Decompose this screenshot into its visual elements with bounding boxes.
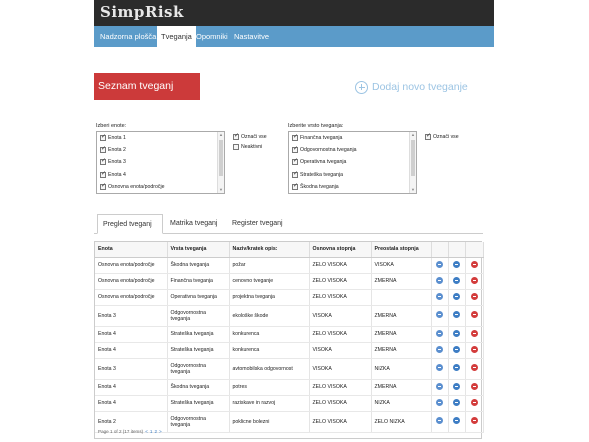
cell-base-level: VISOKA <box>309 358 371 379</box>
edit-cell <box>448 257 465 273</box>
table-row[interactable] <box>95 395 483 411</box>
cell-type: Odgovornostna tveganja <box>167 358 229 379</box>
table-row[interactable] <box>95 305 483 326</box>
unit-option[interactable]: ✓ Osnovna enota/področje <box>100 184 165 190</box>
cell-name: raziskave in razvoj <box>229 395 309 411</box>
cell-name: projektna tveganja <box>229 289 309 305</box>
cell-unit: Enota 2 <box>95 411 167 432</box>
delete-cell <box>465 305 483 326</box>
checkbox-checked[interactable] <box>425 134 431 140</box>
delete-cell <box>465 411 483 432</box>
types-filter-label: Izberite vrsto tveganja: <box>288 123 344 129</box>
checkbox-checked[interactable] <box>100 184 106 190</box>
main-nav <box>94 26 494 47</box>
delete-icon[interactable] <box>471 383 478 390</box>
table-row[interactable] <box>95 257 483 273</box>
units-select-all[interactable]: ✓ Označi vse <box>233 134 267 140</box>
types-select-all[interactable]: ✓ Označi vse <box>425 134 459 140</box>
view-icon[interactable] <box>436 330 443 337</box>
type-option[interactable]: ✓ Finančna tveganja <box>292 135 342 141</box>
edit-icon[interactable] <box>453 277 460 284</box>
table-row[interactable] <box>95 289 483 305</box>
scroll-down-icon[interactable]: ▼ <box>411 187 415 192</box>
cell-name: avtomobilska odgovornost <box>229 358 309 379</box>
cell-base-level: ZELO VISOKA <box>309 289 371 305</box>
cell-type: Strateška tveganja <box>167 342 229 358</box>
delete-icon[interactable] <box>471 293 478 300</box>
units-scrollbar[interactable] <box>217 132 224 193</box>
edit-icon[interactable] <box>453 417 460 424</box>
edit-cell <box>448 305 465 326</box>
pager-page-2[interactable]: 2 <box>154 429 158 434</box>
cell-unit: Enota 4 <box>95 342 167 358</box>
cell-residual-level: ZMERNA <box>371 305 431 326</box>
edit-cell <box>448 326 465 342</box>
scroll-thumb[interactable] <box>411 140 415 176</box>
checkbox-checked[interactable] <box>292 135 298 141</box>
col-header-name[interactable]: Naziv/kratek opis: <box>229 242 309 257</box>
nav-item-dashboard[interactable]: Nadzorna plošča <box>100 32 157 41</box>
table-row[interactable] <box>95 358 483 379</box>
edit-cell <box>448 273 465 289</box>
nav-item-risks[interactable]: Tveganja <box>157 26 196 47</box>
nav-item-settings[interactable]: Nastavitve <box>234 32 270 41</box>
cell-unit: Enota 3 <box>95 358 167 379</box>
cell-base-level: ZELO VISOKA <box>309 395 371 411</box>
delete-cell <box>465 358 483 379</box>
edit-cell <box>448 379 465 395</box>
scroll-thumb[interactable] <box>219 140 223 176</box>
checkbox-checked[interactable] <box>292 172 298 178</box>
unit-option[interactable]: ✓ Enota 2 <box>100 147 126 153</box>
type-option[interactable]: ✓ Operativna tveganja <box>292 159 346 165</box>
delete-icon[interactable] <box>471 311 478 318</box>
view-cell <box>431 342 448 358</box>
view-icon[interactable] <box>436 261 443 268</box>
table-row[interactable] <box>95 379 483 395</box>
plus-circle-icon <box>355 81 368 94</box>
view-icon[interactable] <box>436 346 443 353</box>
checkbox-checked[interactable] <box>233 134 239 140</box>
scroll-up-icon[interactable]: ▲ <box>219 132 223 137</box>
edit-icon[interactable] <box>453 311 460 318</box>
unit-option[interactable]: ✓ Enota 1 <box>100 135 126 141</box>
view-cell <box>431 395 448 411</box>
pager <box>98 429 162 434</box>
cell-unit: Osnovna enota/področje <box>95 273 167 289</box>
delete-icon[interactable] <box>471 417 478 424</box>
page-title: Seznam tveganj <box>94 73 200 100</box>
cell-type: Škodna tveganja <box>167 257 229 273</box>
checkbox-checked[interactable] <box>100 147 106 153</box>
units-filter-label: Izberi enote: <box>96 123 127 129</box>
type-option[interactable]: ✓ Odgovornostna tveganja <box>292 147 357 153</box>
cell-unit: Osnovna enota/področje <box>95 257 167 273</box>
edit-cell <box>448 395 465 411</box>
view-icon[interactable] <box>436 311 443 318</box>
scroll-down-icon[interactable]: ▼ <box>219 187 223 192</box>
delete-cell <box>465 289 483 305</box>
cell-residual-level: VISOKA <box>371 257 431 273</box>
cell-name: potres <box>229 379 309 395</box>
view-icon[interactable] <box>436 364 443 371</box>
tab-risk-matrix[interactable]: Matrika tveganj <box>170 220 218 227</box>
view-icon[interactable] <box>436 383 443 390</box>
cell-residual-level <box>371 289 431 305</box>
pager-info: Page 1 of 2 (17 items) <box>98 429 144 434</box>
cell-type: Škodna tveganja <box>167 379 229 395</box>
cell-unit: Enota 3 <box>95 305 167 326</box>
edit-icon[interactable] <box>453 261 460 268</box>
col-header-view <box>431 242 448 257</box>
delete-icon[interactable] <box>471 277 478 284</box>
col-header-residual-level[interactable]: Preostala stopnja <box>371 242 431 257</box>
delete-cell <box>465 395 483 411</box>
delete-icon[interactable] <box>471 330 478 337</box>
cell-base-level: VISOKA <box>309 342 371 358</box>
view-icon[interactable] <box>436 277 443 284</box>
table-header-row <box>95 242 483 257</box>
edit-icon[interactable] <box>453 364 460 371</box>
units-inactive[interactable]: Neaktivni <box>233 144 262 150</box>
delete-icon[interactable] <box>471 399 478 406</box>
cell-unit: Enota 4 <box>95 395 167 411</box>
cell-type: Odgovornostna tveganja <box>167 305 229 326</box>
checkbox-checked[interactable] <box>100 159 106 165</box>
app-logo[interactable]: SimpRisk <box>100 3 184 21</box>
cell-residual-level: ZELO NIZKA <box>371 411 431 432</box>
cell-type: Finančna tveganja <box>167 273 229 289</box>
view-icon[interactable] <box>436 417 443 424</box>
cell-name: požar <box>229 257 309 273</box>
cell-name: poklicne bolezni <box>229 411 309 432</box>
cell-name: cenovno tveganje <box>229 273 309 289</box>
delete-cell <box>465 257 483 273</box>
cell-unit: Enota 4 <box>95 379 167 395</box>
pager-page-1[interactable]: 1 <box>149 429 153 434</box>
view-cell <box>431 411 448 432</box>
col-header-type[interactable]: Vrsta tveganja <box>167 242 229 257</box>
view-cell <box>431 305 448 326</box>
col-header-delete <box>465 242 483 257</box>
checkbox-checked[interactable] <box>292 184 298 190</box>
types-scrollbar[interactable] <box>409 132 416 193</box>
cell-residual-level: NIZKA <box>371 358 431 379</box>
delete-icon[interactable] <box>471 261 478 268</box>
cell-type: Strateška tveganja <box>167 326 229 342</box>
view-cell <box>431 257 448 273</box>
edit-cell <box>448 289 465 305</box>
cell-type: Operativna tveganja <box>167 289 229 305</box>
view-cell <box>431 273 448 289</box>
type-option[interactable]: ✓ Strateška tveganja <box>292 172 343 178</box>
add-risk-label: Dodaj novo tveganje <box>372 81 468 93</box>
col-header-unit[interactable]: Enota <box>95 242 167 257</box>
view-cell <box>431 358 448 379</box>
cell-residual-level: ZMERNA <box>371 326 431 342</box>
edit-icon[interactable] <box>453 293 460 300</box>
scroll-up-icon[interactable]: ▲ <box>411 132 415 137</box>
cell-name: konkurenca <box>229 342 309 358</box>
checkbox-unchecked[interactable] <box>233 144 239 150</box>
cell-type: Strateška tveganja <box>167 395 229 411</box>
pager-prev[interactable]: < <box>145 429 148 434</box>
delete-cell <box>465 326 483 342</box>
delete-icon[interactable] <box>471 364 478 371</box>
edit-icon[interactable] <box>453 399 460 406</box>
cell-unit: Enota 4 <box>95 326 167 342</box>
edit-icon[interactable] <box>453 346 460 353</box>
view-icon[interactable] <box>436 293 443 300</box>
table-row[interactable] <box>95 342 483 358</box>
view-cell <box>431 379 448 395</box>
edit-cell <box>448 358 465 379</box>
add-risk-button[interactable] <box>355 79 468 95</box>
unit-option[interactable]: ✓ Enota 3 <box>100 159 126 165</box>
cell-base-level: VISOKA <box>309 305 371 326</box>
edit-icon[interactable] <box>453 330 460 337</box>
tab-risk-register[interactable]: Register tveganj <box>232 220 283 227</box>
checkbox-checked[interactable] <box>100 172 106 178</box>
view-cell <box>431 289 448 305</box>
edit-cell <box>448 411 465 432</box>
cell-base-level: ZELO VISOKA <box>309 326 371 342</box>
cell-base-level: ZELO VISOKA <box>309 257 371 273</box>
table-row[interactable] <box>95 273 483 289</box>
delete-cell <box>465 273 483 289</box>
col-header-edit <box>448 242 465 257</box>
view-icon[interactable] <box>436 399 443 406</box>
cell-residual-level: ZMERNA <box>371 342 431 358</box>
view-cell <box>431 326 448 342</box>
risks-table <box>94 241 482 439</box>
cell-base-level: ZELO VISOKA <box>309 379 371 395</box>
type-option[interactable]: ✓ Škodna tveganja <box>292 184 339 190</box>
delete-icon[interactable] <box>471 346 478 353</box>
cell-unit: Osnovna enota/področje <box>95 289 167 305</box>
checkbox-checked[interactable] <box>100 135 106 141</box>
cell-type: Odgovornostna tveganja <box>167 411 229 432</box>
cell-residual-level: ZMERNA <box>371 379 431 395</box>
units-listbox[interactable] <box>96 131 225 194</box>
checkbox-checked[interactable] <box>292 147 298 153</box>
types-listbox[interactable] <box>288 131 417 194</box>
tab-risk-overview[interactable]: Pregled tveganj <box>97 214 163 234</box>
delete-cell <box>465 342 483 358</box>
cell-residual-level: NIZKA <box>371 395 431 411</box>
col-header-base-level[interactable]: Osnovna stopnja <box>309 242 371 257</box>
edit-cell <box>448 342 465 358</box>
nav-item-reminders[interactable]: Opomniki <box>196 32 228 41</box>
cell-name: konkurenca <box>229 326 309 342</box>
cell-base-level: ZELO VISOKA <box>309 411 371 432</box>
cell-residual-level: ZMERNA <box>371 273 431 289</box>
checkbox-checked[interactable] <box>292 159 298 165</box>
unit-option[interactable]: ✓ Enota 4 <box>100 172 126 178</box>
cell-base-level: ZELO VISOKA <box>309 273 371 289</box>
pager-next[interactable]: > <box>159 429 162 434</box>
cell-name: ekološke škode <box>229 305 309 326</box>
edit-icon[interactable] <box>453 383 460 390</box>
table-row[interactable] <box>95 326 483 342</box>
delete-cell <box>465 379 483 395</box>
